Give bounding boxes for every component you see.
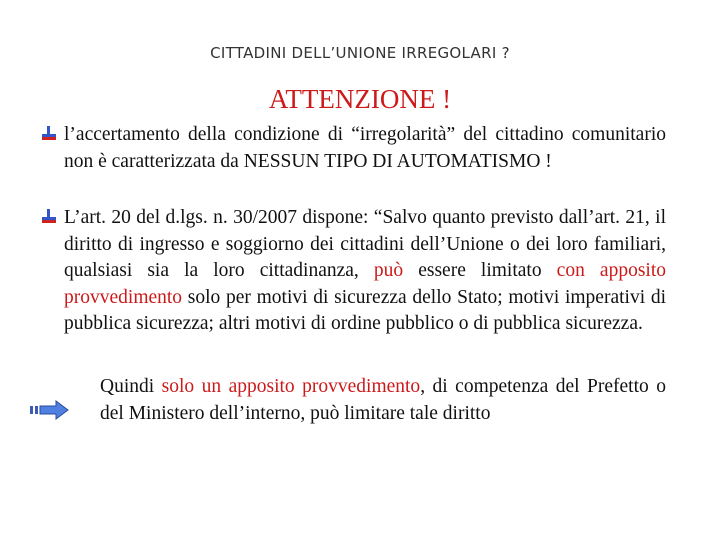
bullet-2-text-part: solo per motivi di sicurezza dello Stato; motivi imperativi di pubblica sicurezza; altri motivi di ordine pubblico o di pubblica sicurezza. <box>64 286 666 334</box>
attention-heading-text: ATTENZIONE ! <box>268 84 452 114</box>
attention-heading <box>0 84 720 115</box>
conclusion-paragraph <box>38 374 666 427</box>
bullet-paragraph-1 <box>38 122 666 175</box>
conclusion-text <box>38 374 666 427</box>
bullet-2-text-part: essere limitato <box>403 260 557 281</box>
bullet-2-text-part: L’art. 20 del d.lgs. n. 30/2007 dispone: “Salvo quanto previsto dall’art. 21, il diritto di ingresso e soggiorno dei cittadini dell’Unione o dei loro familiari, qualsiasi sia la loro cittadinanza, <box>64 207 666 281</box>
bullet-text-1: l’accertamento della condizione di “irregolarità” del cittadino comunitario non è caratterizzata da NESSUN TIPO DI AUTOMATISMO ! <box>64 124 666 172</box>
conclusion-text-part: , di competenza del Prefetto o del Ministero dell’interno, può limitare tale diritto <box>100 376 666 424</box>
conclusion-text-part: Quindi <box>100 376 162 397</box>
highlight-solo-provvedimento: solo un apposito provvedimento <box>161 376 421 397</box>
highlight-puo: può <box>373 260 404 281</box>
bullet-text-2 <box>38 205 666 338</box>
bullet-paragraph-2 <box>38 205 666 338</box>
highlight-provvedimento: con apposito provvedimento <box>64 260 666 308</box>
slide-title: CITTADINI DELL’UNIONE IRREGOLARI ? <box>210 44 510 62</box>
